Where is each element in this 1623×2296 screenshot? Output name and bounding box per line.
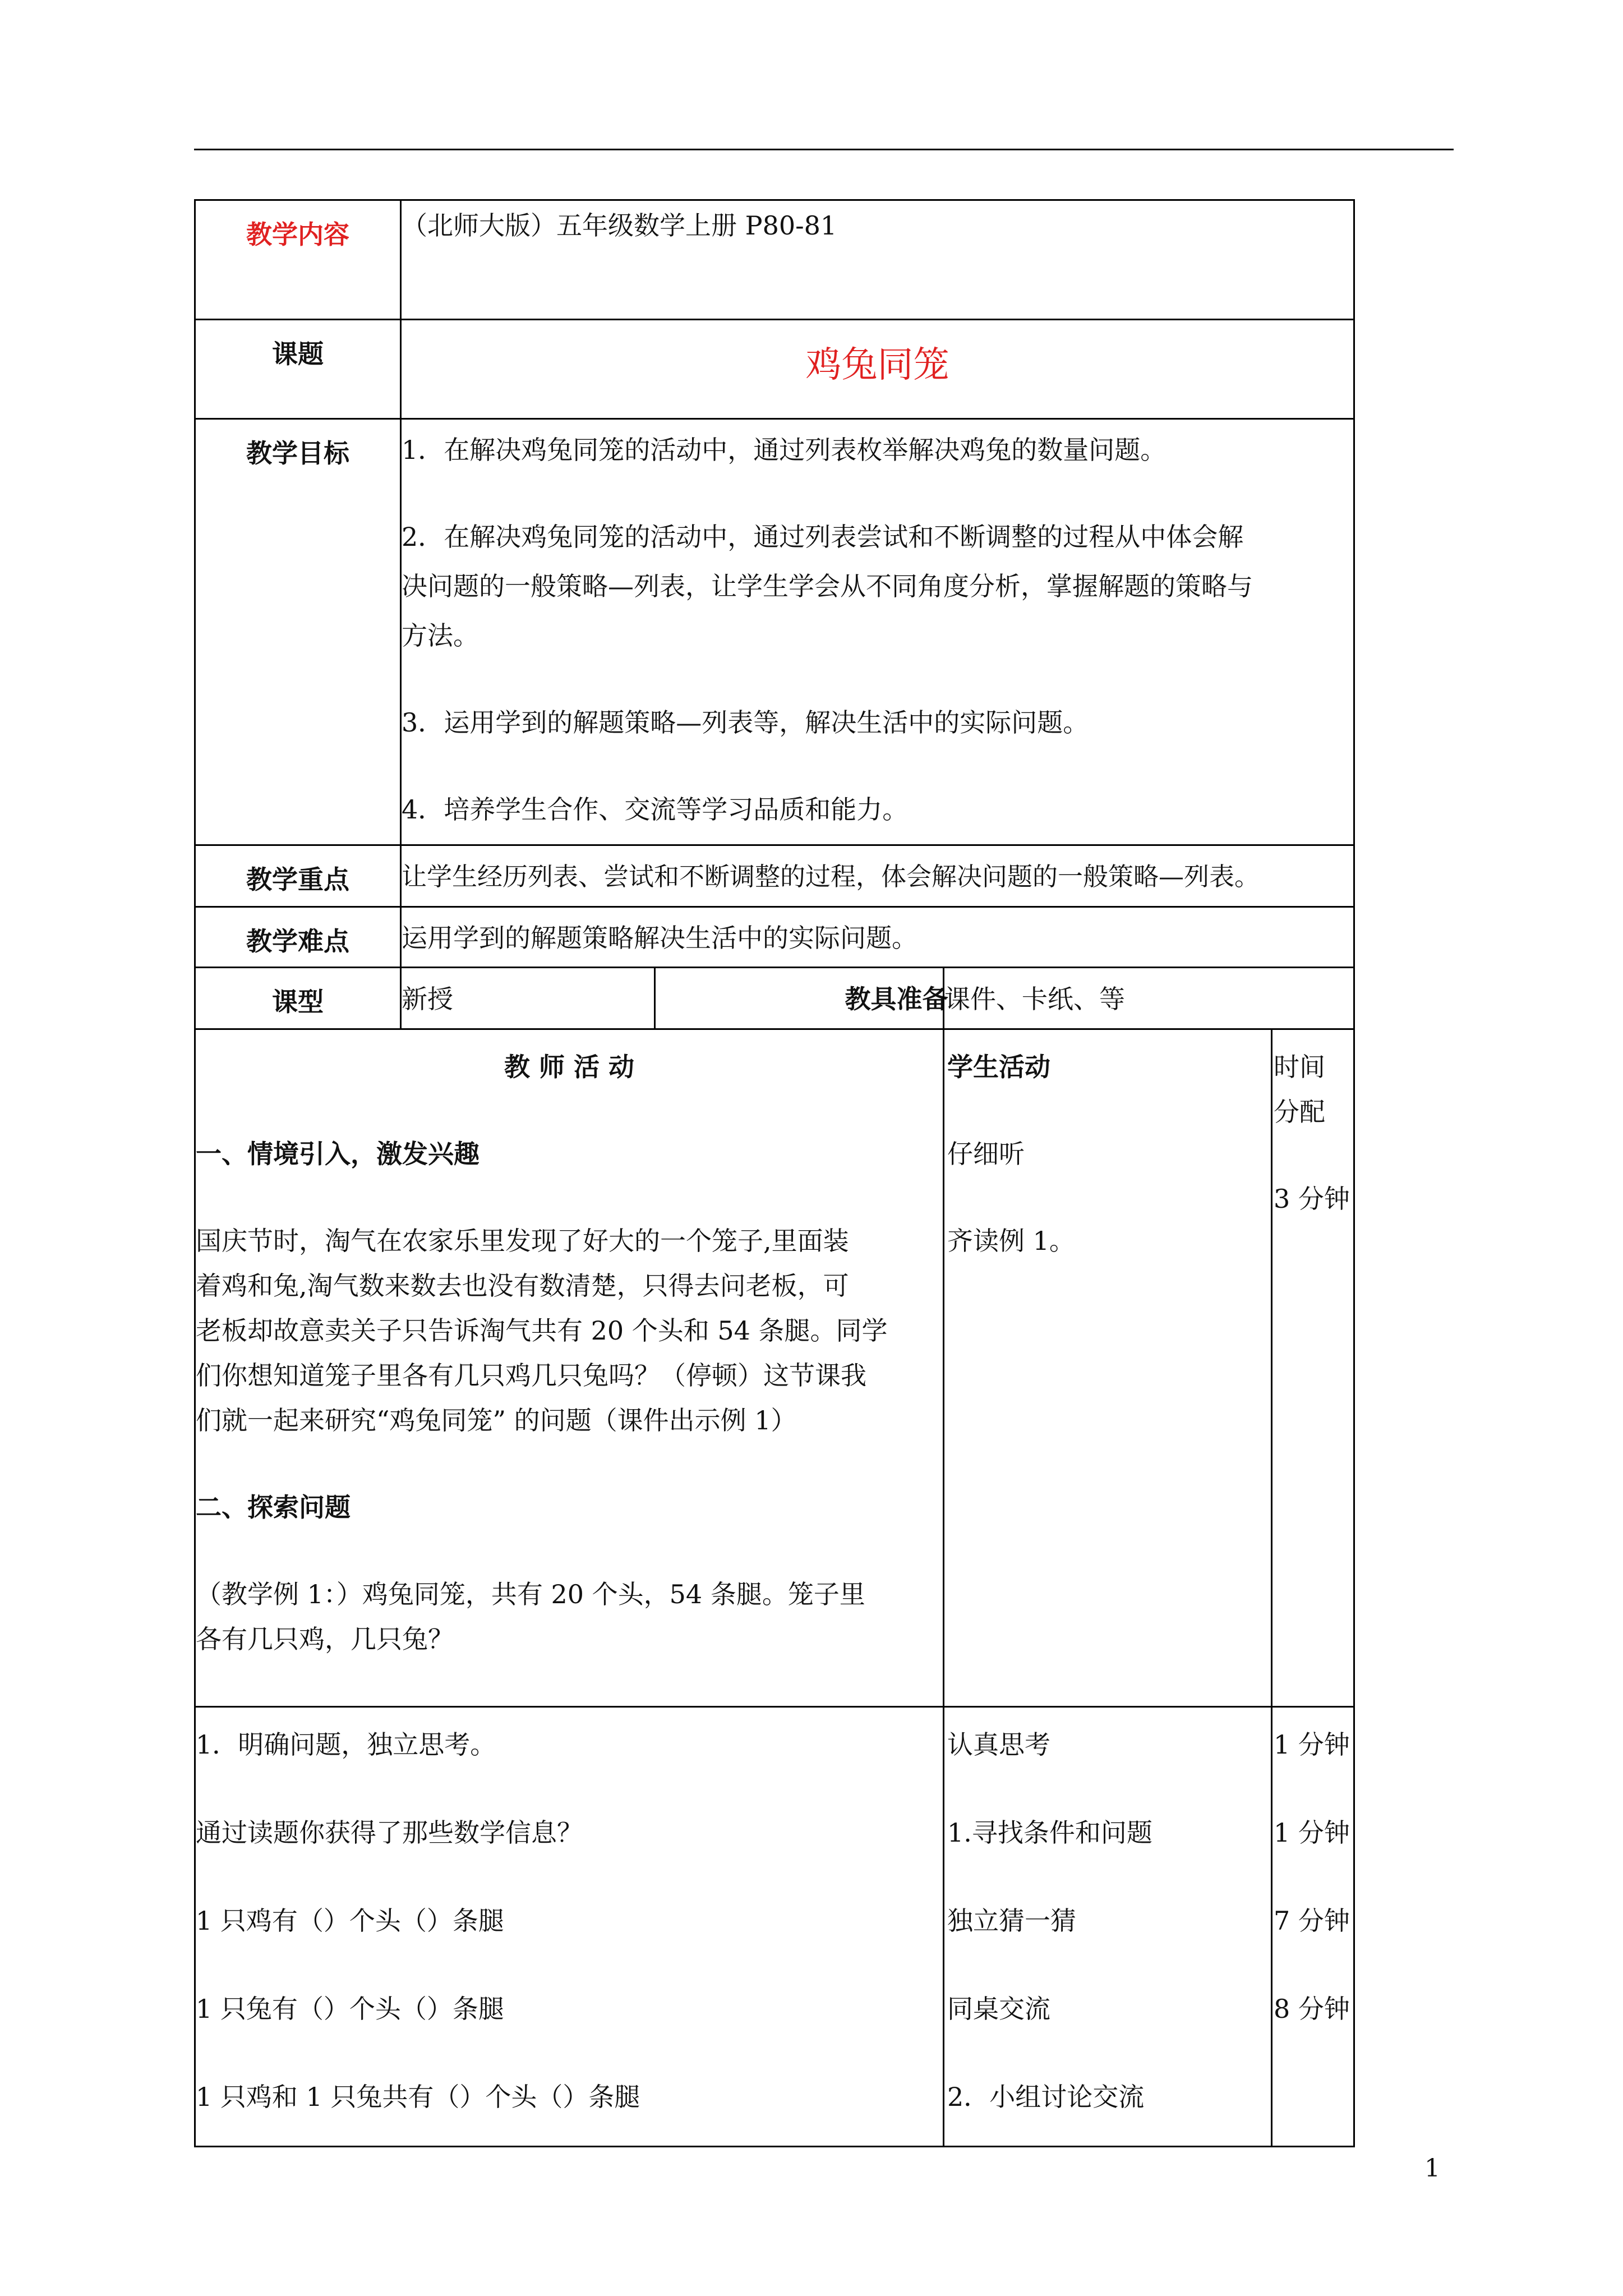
section1-line-3: 老板却故意卖关子只告诉淘气共有 20 个头和 54 条腿。同学	[196, 1315, 888, 1346]
step-time-3: 7 分钟	[1274, 1906, 1350, 1936]
step-teacher-5: 1 只鸡和 1 只兔共有（）个头（）条腿	[196, 2082, 640, 2112]
divider	[943, 1708, 944, 2146]
section1-line-5: 们就一起来研究“鸡兔同笼” 的问题（课件出示例 1）	[196, 1405, 797, 1435]
step-teacher-2: 通过读题你获得了那些数学信息？	[196, 1818, 583, 1848]
step-teacher-4: 1 只兔有（）个头（）条腿	[196, 1994, 504, 2024]
difficulty-row	[196, 908, 1353, 968]
lesson-plan-table	[194, 199, 1355, 2147]
difficulty-value: 运用学到的解题策略解决生活中的实际问题。	[402, 923, 917, 953]
goal-4: 4．培养学生合作、交流等学习品质和能力。	[402, 794, 909, 825]
example-line-1: （教学例 1：）鸡兔同笼，共有 20 个头，54 条腿。笼子里	[196, 1579, 865, 1609]
type-row	[196, 968, 1353, 1030]
activities-row	[196, 1030, 1353, 1708]
example-line-2: 各有几只鸡，几只兔？	[196, 1624, 454, 1654]
student-activity-header: 学生活动	[947, 1052, 1050, 1082]
step-time-4: 8 分钟	[1274, 1994, 1350, 2024]
step-student-1: 认真思考	[947, 1729, 1050, 1760]
divider	[1271, 1030, 1272, 1706]
content-row	[196, 201, 1353, 320]
section1-title: 一、情境引入，激发兴趣	[196, 1139, 479, 1169]
key-label: 教学重点	[196, 846, 402, 906]
goal-3: 3．运用学到的解题策略—列表等，解决生活中的实际问题。	[402, 707, 1089, 738]
page-number: 1	[1424, 2154, 1440, 2183]
difficulty-label: 教学难点	[196, 908, 402, 967]
key-row	[196, 846, 1353, 908]
goal-2-cont: 决问题的一般策略—列表，让学生学会从不同角度分析，掌握解题的策略与	[402, 571, 1253, 601]
section1-line-4: 们你想知道笼子里各有几只鸡几只兔吗？（停顿）这节课我	[196, 1360, 866, 1391]
header-rule	[194, 149, 1454, 150]
section2-title: 二、探索问题	[196, 1492, 351, 1522]
teacher-activity-header: 教 师 活 动	[504, 1052, 635, 1082]
step-time-2: 1 分钟	[1274, 1818, 1350, 1848]
divider	[943, 1030, 944, 1706]
topic-row	[196, 320, 1353, 420]
goal-2-end: 方法。	[402, 620, 479, 651]
type-label: 课型	[196, 968, 402, 1028]
student-activity-1: 仔细听	[947, 1139, 1025, 1169]
step-teacher-1: 1．明确问题，独立思考。	[196, 1729, 496, 1760]
goals-row	[196, 420, 1353, 846]
time-header-1: 时间	[1274, 1052, 1325, 1082]
key-value: 让学生经历列表、尝试和不断调整的过程，体会解决问题的一般策略—列表。	[402, 862, 1260, 891]
time-header-2: 分配	[1274, 1097, 1325, 1127]
type-value: 新授	[402, 984, 453, 1014]
step-student-5: 2．小组讨论交流	[947, 2082, 1145, 2112]
goals-list	[402, 420, 1353, 844]
content-label: 教学内容	[196, 201, 402, 319]
step-student-4: 同桌交流	[947, 1994, 1050, 2024]
topic-value: 鸡兔同笼	[805, 344, 949, 386]
time-1: 3 分钟	[1274, 1184, 1350, 1214]
step-student-3: 独立猜一猜	[947, 1906, 1076, 1936]
section1-line-2: 着鸡和兔,淘气数来数去也没有数清楚，只得去问老板，可	[196, 1271, 849, 1301]
content-value: （北师大版）五年级数学上册 P80-81	[402, 210, 837, 241]
section1-line-1: 国庆节时，淘气在农家乐里发现了好大的一个笼子,里面装	[196, 1226, 849, 1256]
step-student-2: 1.寻找条件和问题	[947, 1818, 1152, 1848]
topic-label: 课题	[196, 320, 402, 418]
step-teacher-3: 1 只鸡有（）个头（）条腿	[196, 1906, 504, 1936]
goal-2: 2．在解决鸡兔同笼的活动中，通过列表尝试和不断调整的过程从中体会解	[402, 522, 1244, 552]
steps-row	[196, 1708, 1353, 2146]
goal-1: 1．在解决鸡兔同笼的活动中，通过列表枚举解决鸡兔的数量问题。	[402, 435, 1166, 465]
tools-label: 教具准备	[845, 984, 948, 1014]
step-time-1: 1 分钟	[1274, 1729, 1350, 1760]
tools-value: 课件、卡纸、等	[944, 984, 1125, 1014]
student-activity-2: 齐读例 1。	[947, 1226, 1075, 1256]
divider	[1271, 1708, 1272, 2146]
goals-label: 教学目标	[196, 420, 402, 844]
